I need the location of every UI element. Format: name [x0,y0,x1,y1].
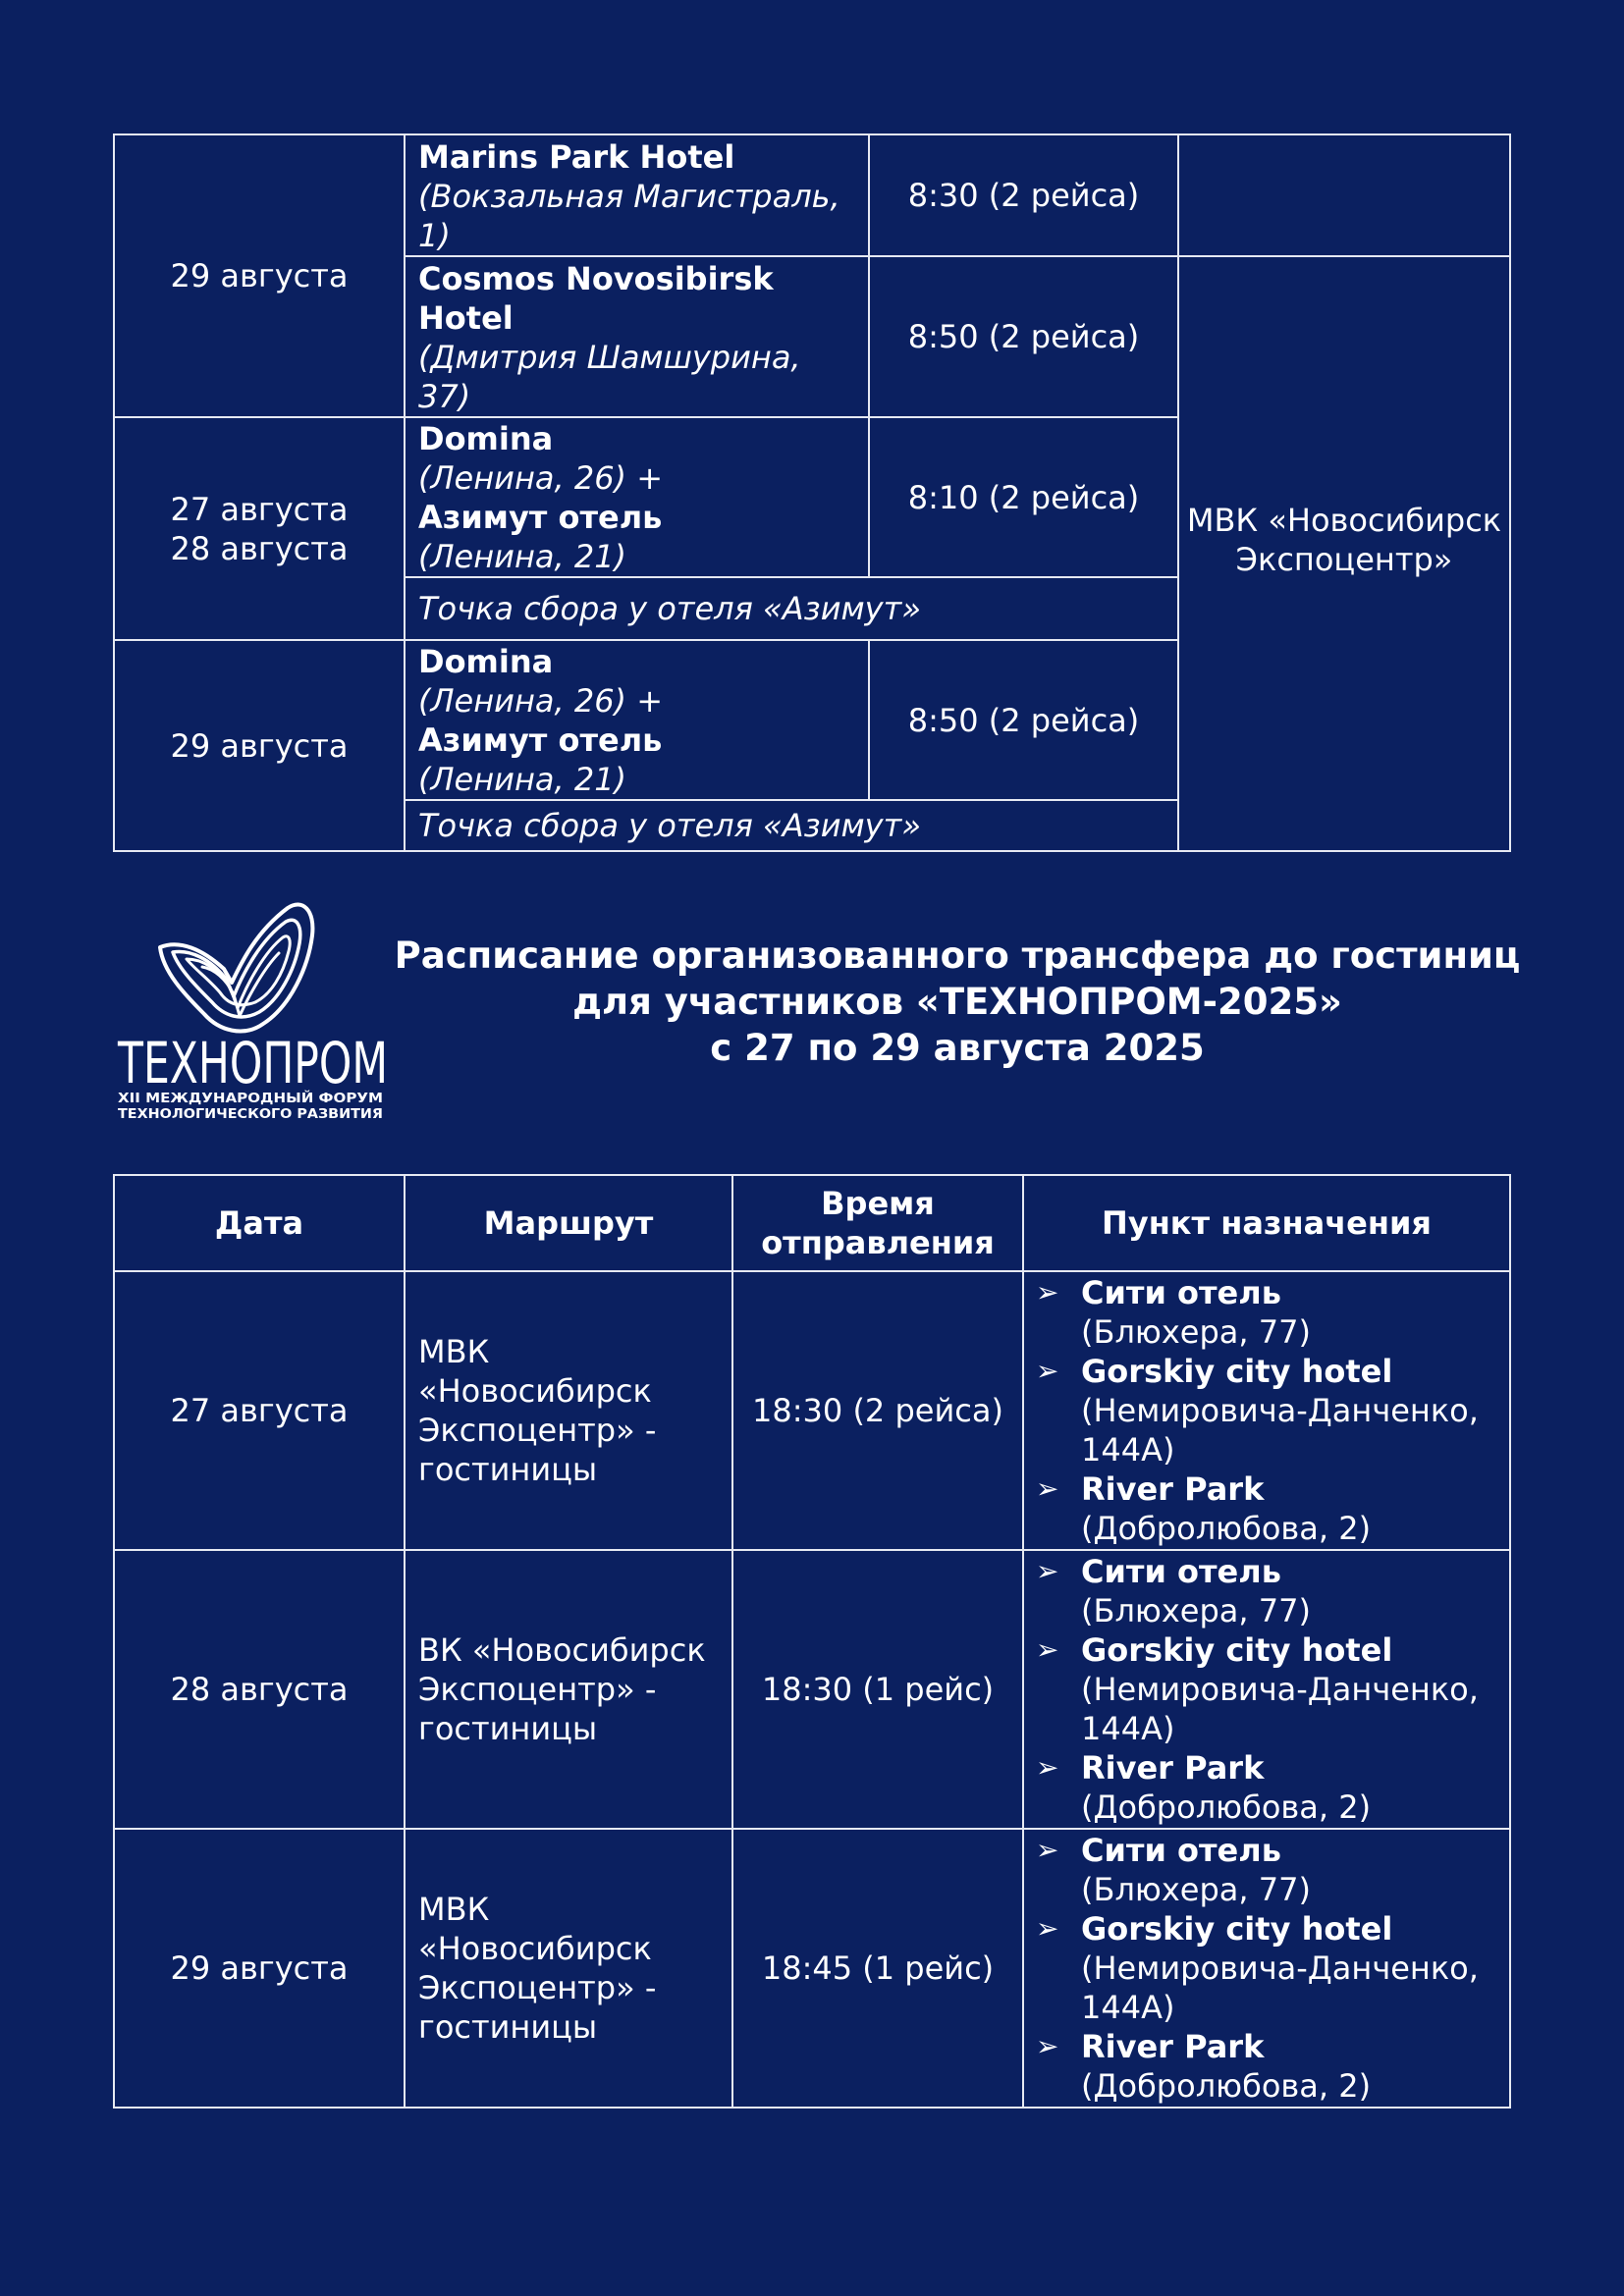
logo-emblem-icon [116,888,391,1124]
arrow-bullet-icon: ➢ [1036,1751,1059,1784]
hotel-address: (Блюхера, 77) [1081,1871,1311,1908]
hotel-address: (Немировича-Данченко, [1081,1392,1479,1429]
title-line: для участников «ТЕХНОПРОМ-2025» [572,981,1342,1023]
hotel-address: (Добролюбова, 2) [1081,1510,1372,1547]
arrow-bullet-icon: ➢ [1036,2030,1059,2062]
list-item [1034,1552,1508,1630]
hotel-cell [405,256,869,417]
destination-cell [1023,1550,1510,1829]
hotel-name: Domina [418,420,554,457]
destination-line: Экспоцентр» [1235,540,1453,578]
hotel-address: (Добролюбова, 2) [1081,2067,1372,2105]
header-time-line: Время [821,1185,935,1222]
table-row [114,1550,1510,1829]
route-cell [405,1829,732,2108]
header-destination: Пункт назначения [1023,1175,1510,1271]
title-line: Расписание организованного трансфера до гостиниц [394,934,1521,977]
logo-wordmark: ТЕХНОПРОМ [117,1030,389,1096]
route-line: МВК «Новосибирск [418,1891,652,1967]
list-item [1034,1630,1508,1748]
list-item [1034,1469,1508,1548]
arrow-bullet-icon: ➢ [1036,1276,1059,1308]
hotel-name: Gorskiy city hotel [1081,1353,1393,1390]
hotel-name: Cosmos Novosibirsk Hotel [418,260,774,337]
time-cell: 8:50 (2 рейса) [869,640,1178,800]
arrow-bullet-icon: ➢ [1036,1555,1059,1587]
hotel-address: (Блюхера, 77) [1081,1592,1311,1629]
hotel-name: Азимут отель [418,499,663,536]
destination-list [1034,1552,1508,1827]
destination-list [1034,1273,1508,1548]
empty-cell [1178,134,1510,256]
hotel-address: (Ленина, 21) [418,761,627,798]
destination-cell [1023,1829,1510,2108]
morning-transfer-table [113,133,1511,852]
page-title [373,933,1542,1071]
hotel-address: (Ленина, 26) + [418,459,664,497]
hotel-address: 144А) [1081,1989,1175,2026]
hotel-address: (Ленина, 21) [418,538,627,575]
date-cell: 27 августа [114,1271,405,1550]
route-line: Экспоцентр» - [418,1969,657,2006]
hotel-name: Gorskiy city hotel [1081,1631,1393,1669]
hotel-name: Азимут отель [418,721,663,759]
evening-transfer-table [113,1174,1511,2109]
hotel-name: River Park [1081,1749,1265,1787]
time-cell: 8:10 (2 рейса) [869,417,1178,577]
destination-line: МВК «Новосибирск [1186,501,1502,539]
date-line: 28 августа [170,529,349,567]
route-cell [405,1271,732,1550]
list-item [1034,1909,1508,2027]
date-cell: 29 августа [114,640,405,851]
arrow-bullet-icon: ➢ [1036,1912,1059,1945]
time-cell: 8:50 (2 рейса) [869,256,1178,417]
arrow-bullet-icon: ➢ [1036,1355,1059,1387]
hotel-name: Gorskiy city hotel [1081,1910,1393,1948]
logo-tagline: XII МЕЖДУНАРОДНЫЙ ФОРУМ [118,1092,347,1106]
route-line: гостиницы [418,2008,598,2046]
route-line: гостиницы [418,1451,598,1488]
hotel-name: River Park [1081,2028,1265,2065]
date-cell: 29 августа [114,1829,405,2108]
hotel-name: River Park [1081,1470,1265,1508]
arrow-bullet-icon: ➢ [1036,1633,1059,1666]
hotel-address: (Добролюбова, 2) [1081,1789,1372,1826]
time-cell: 18:30 (2 рейса) [732,1271,1023,1550]
date-cell: 28 августа [114,1550,405,1829]
hotel-address: (Немировича-Данченко, [1081,1671,1479,1708]
route-cell [405,1550,732,1829]
time-cell: 18:45 (1 рейс) [732,1829,1023,2108]
header-time-line: отправления [761,1224,995,1261]
hotel-address: (Немировича-Данченко, [1081,1949,1479,1987]
hotel-address: 144А) [1081,1431,1175,1468]
list-item [1034,1748,1508,1827]
pickup-point: Точка сбора у отеля «Азимут» [405,800,1178,851]
header-route: Маршрут [405,1175,732,1271]
logo-tagline: ТЕХНОЛОГИЧЕСКОГО РАЗВИТИЯ [118,1107,383,1122]
hotel-address: (Вокзальная Магистраль, 1) [418,178,840,254]
hotel-name: Domina [418,643,554,680]
time-cell: 8:30 (2 рейса) [869,134,1178,256]
hotel-name: Marins Park Hotel [418,138,735,176]
destination-cell [1023,1271,1510,1550]
hotel-cell [405,417,869,577]
arrow-bullet-icon: ➢ [1036,1472,1059,1505]
route-line: Экспоцентр» - [418,1671,657,1708]
list-item [1034,1831,1508,1909]
table-row [114,1271,1510,1550]
destination-cell [1178,256,1510,851]
route-line: ВК «Новосибирск [418,1631,706,1669]
date-cell [114,417,405,640]
hotel-name: Сити отель [1081,1553,1281,1590]
list-item [1034,1273,1508,1352]
hotel-cell [405,134,869,256]
route-line: гостиницы [418,1710,598,1747]
destination-list [1034,1831,1508,2106]
route-line: МВК «Новосибирск [418,1333,652,1410]
list-item [1034,2027,1508,2106]
hotel-name: Сити отель [1081,1832,1281,1869]
header-time [732,1175,1023,1271]
hotel-address: (Дмитрия Шамшурина, 37) [418,339,801,415]
hotel-address: 144А) [1081,1710,1175,1747]
header-date: Дата [114,1175,405,1271]
arrow-bullet-icon: ➢ [1036,1834,1059,1866]
list-item [1034,1352,1508,1469]
route-line: Экспоцентр» - [418,1412,657,1449]
pickup-point: Точка сбора у отеля «Азимут» [405,577,1178,640]
hotel-address: (Блюхера, 77) [1081,1313,1311,1351]
date-line: 27 августа [170,490,349,528]
title-line: с 27 по 29 августа 2025 [710,1027,1205,1069]
date-cell: 29 августа [114,134,405,417]
technoprom-logo [116,888,391,1124]
hotel-address: (Ленина, 26) + [418,682,664,720]
time-cell: 18:30 (1 рейс) [732,1550,1023,1829]
hotel-name: Сити отель [1081,1274,1281,1311]
table-row [114,1829,1510,2108]
hotel-cell [405,640,869,800]
